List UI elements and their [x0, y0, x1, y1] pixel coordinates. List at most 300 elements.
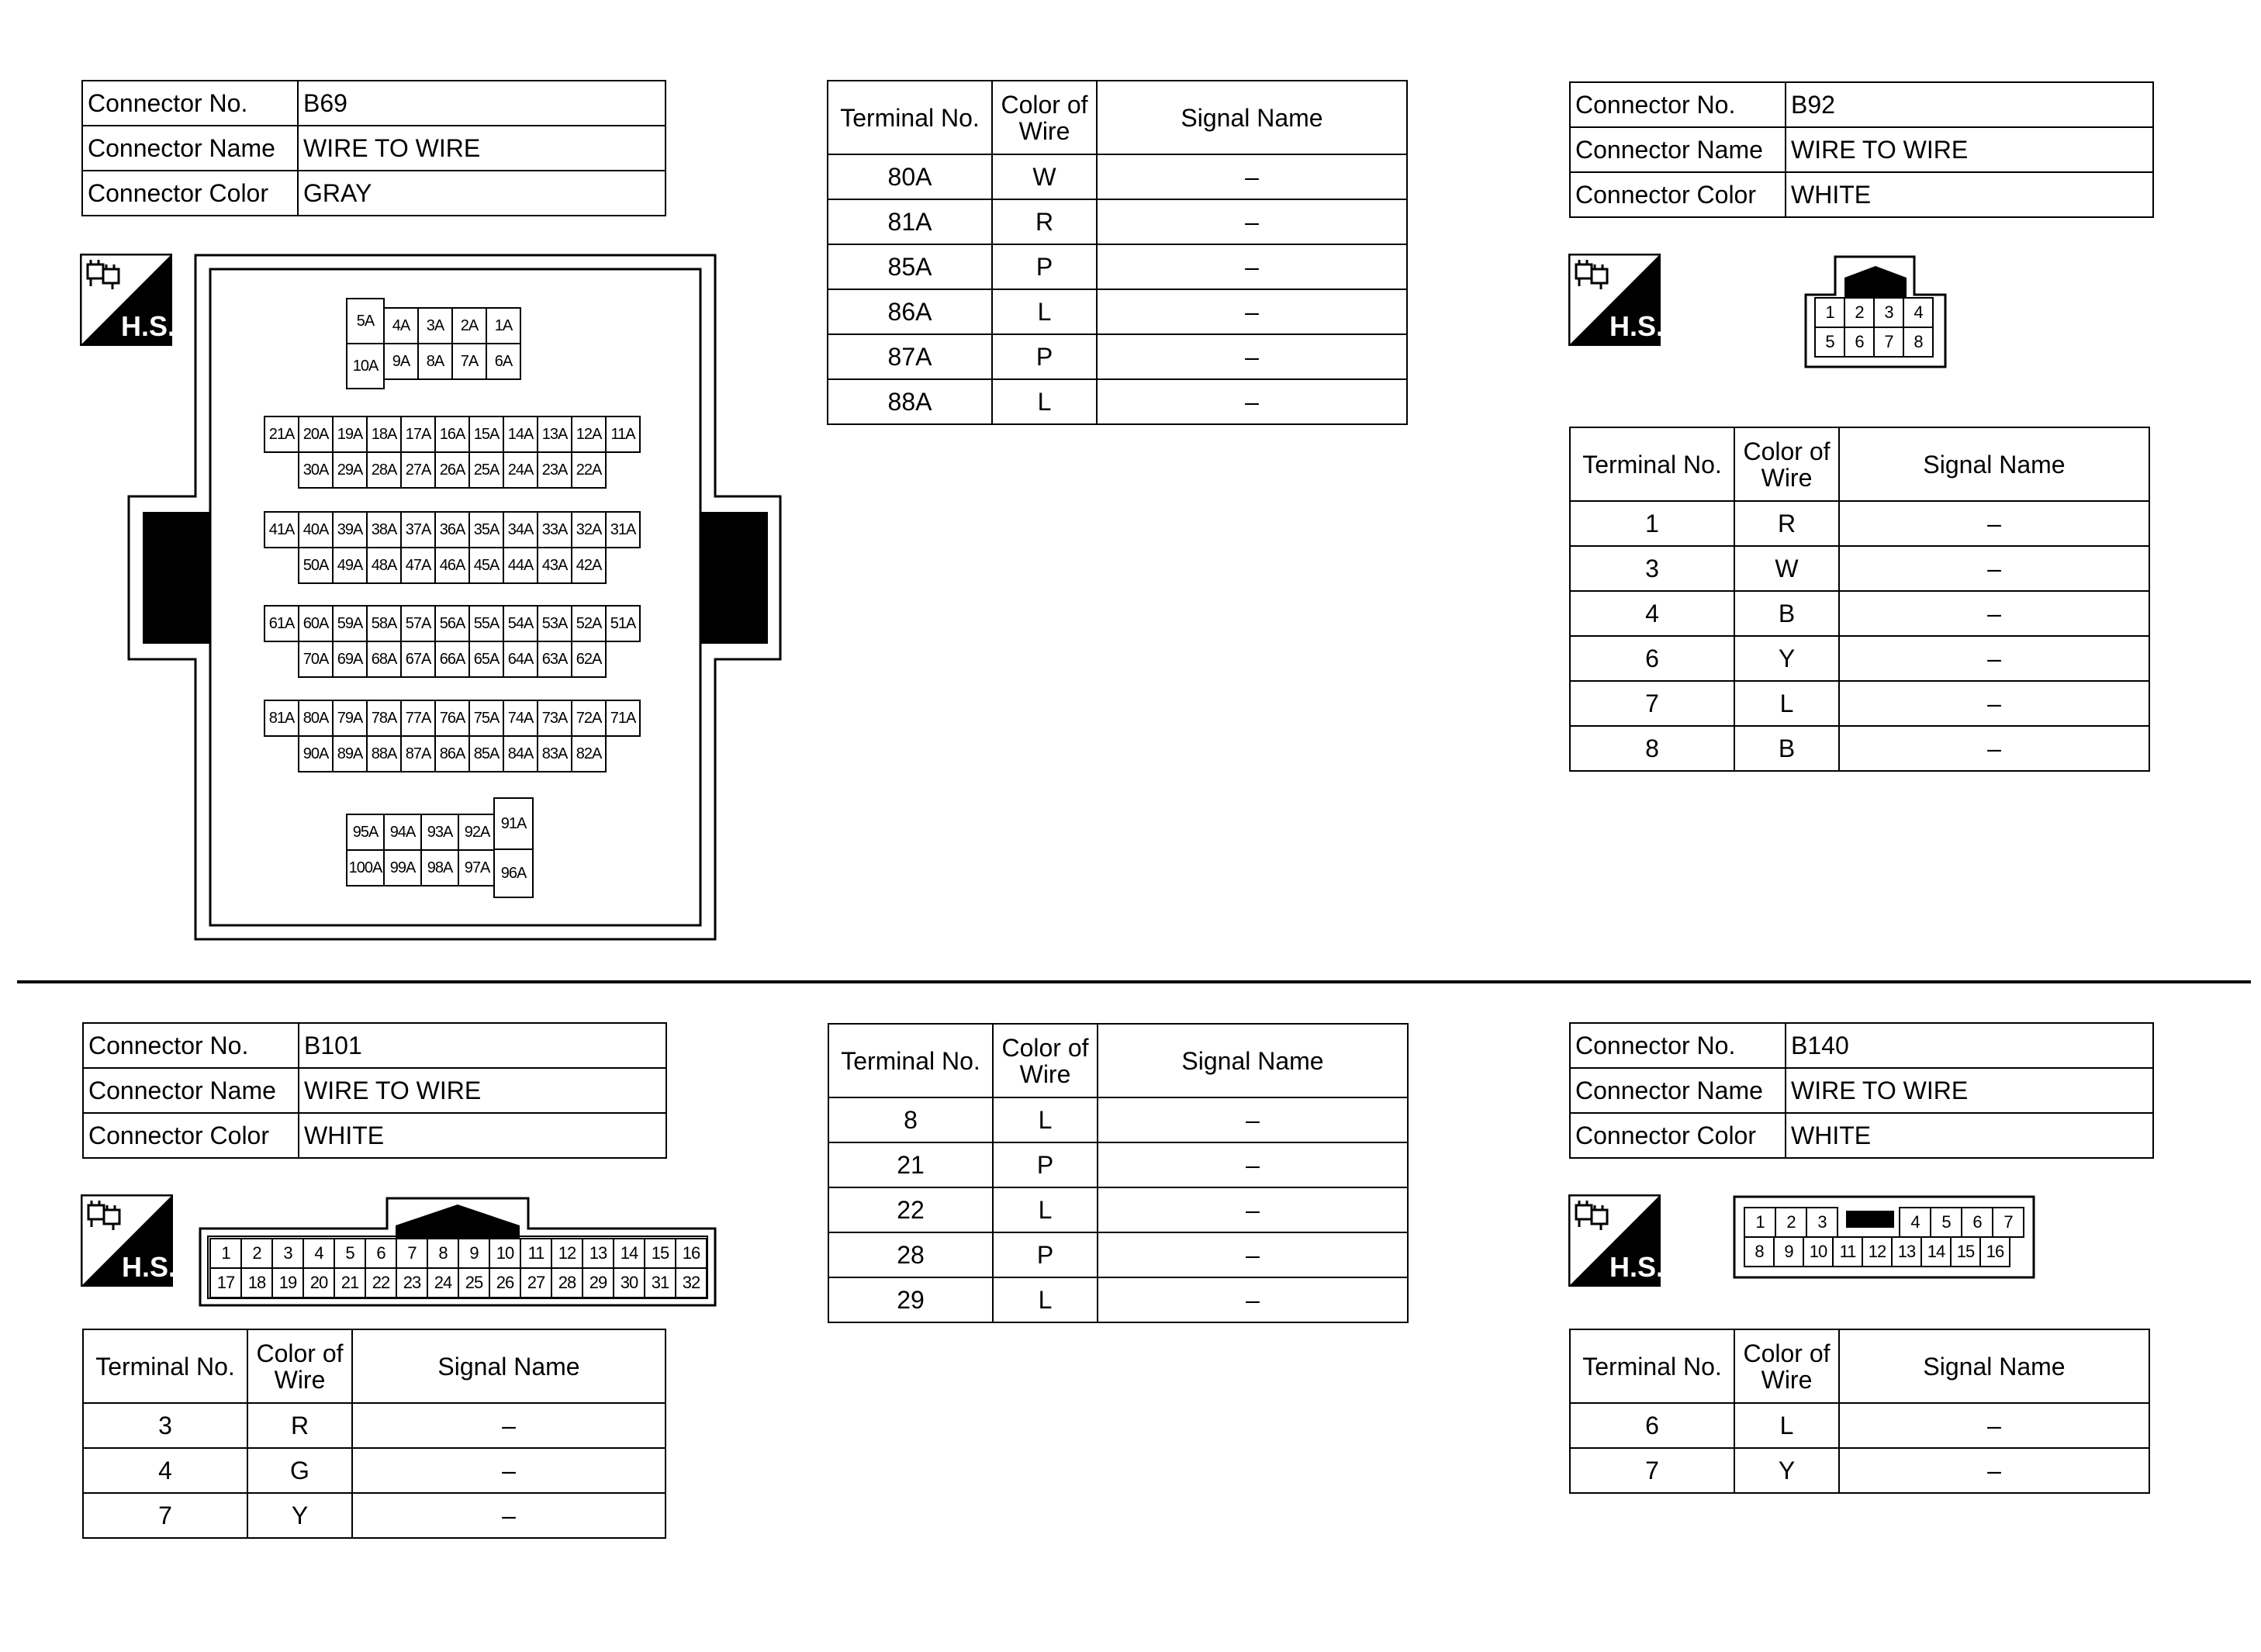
- pin-cell: 7: [396, 1238, 428, 1269]
- wire-color: Y: [1734, 1448, 1839, 1493]
- connector-color-value: WHITE: [299, 1113, 666, 1158]
- terminal-row: [828, 1187, 1408, 1232]
- connector-no-value: B92: [1786, 82, 2153, 127]
- pin-cell: 87A: [400, 735, 436, 772]
- pin-cell: 25A: [468, 451, 504, 489]
- pin-cell: 13A: [537, 416, 572, 453]
- wire-color: L: [993, 1187, 1098, 1232]
- pin-cell: 65A: [468, 641, 504, 678]
- terminal-number: 88A: [828, 379, 992, 424]
- pin-cell: 19: [271, 1267, 304, 1298]
- pin-cell: 3A: [417, 307, 453, 344]
- terminal-row: [828, 379, 1407, 424]
- pin-cell: 41A: [264, 511, 299, 548]
- color-of-wire-header: Color of Wire: [1734, 1329, 1839, 1403]
- pin-cell: 89A: [332, 735, 368, 772]
- pin-cell: 1: [1744, 1207, 1776, 1238]
- color-of-wire-header: Color of Wire: [992, 81, 1097, 154]
- terminal-number: 81A: [828, 199, 992, 244]
- pin-cell: 51A: [605, 605, 641, 642]
- pin-cell: 32: [675, 1267, 707, 1298]
- pin-cell: 10: [489, 1238, 521, 1269]
- pin-cell: 15: [644, 1238, 676, 1269]
- signal-name: –: [1098, 1097, 1408, 1142]
- connector-name-value: WIRE TO WIRE: [298, 126, 666, 171]
- connector-no-label: Connector No.: [1570, 82, 1786, 127]
- hs-icon: [1568, 254, 1661, 346]
- pin-cell: 9: [1773, 1236, 1804, 1267]
- terminal-number: 21: [828, 1142, 993, 1187]
- pin-cell: 7: [1873, 327, 1904, 358]
- pin-cell: 97A: [458, 849, 496, 886]
- hs-icon: [81, 1194, 173, 1287]
- pin-cell: 57A: [400, 605, 436, 642]
- terminal-row: [828, 244, 1407, 289]
- pin-cell: 37A: [400, 511, 436, 548]
- pin-cell: 44A: [503, 547, 538, 584]
- wire-color: L: [992, 289, 1097, 334]
- terminal-number: 22: [828, 1187, 993, 1232]
- signal-name: –: [352, 1403, 666, 1448]
- pin-cell: 8A: [417, 343, 453, 380]
- pin-cell: 95A: [346, 814, 385, 851]
- signal-name-header: Signal Name: [1839, 427, 2149, 501]
- wire-color: R: [1734, 501, 1839, 546]
- connector-no-value: B69: [298, 81, 666, 126]
- pin-cell: 94A: [383, 814, 422, 851]
- b140-terminal-table: [1569, 1329, 2150, 1494]
- connector-name-value: WIRE TO WIRE: [1786, 1068, 2153, 1113]
- signal-name: –: [352, 1448, 666, 1493]
- terminal-row: [1570, 501, 2149, 546]
- wire-color: B: [1734, 726, 1839, 771]
- pin-cell: 4: [303, 1238, 335, 1269]
- pin-cell: 96A: [493, 848, 534, 898]
- pin-cell: 20A: [298, 416, 334, 453]
- pin-cell: 88A: [366, 735, 402, 772]
- pin-cell: 2A: [451, 307, 487, 344]
- pin-cell: 1: [209, 1238, 242, 1269]
- pin-cell: 80A: [298, 700, 334, 737]
- terminal-row: [1570, 636, 2149, 681]
- pin-cell: 2: [1775, 1207, 1807, 1238]
- pin-cell: 99A: [383, 849, 422, 886]
- connector-no-value: B101: [299, 1023, 666, 1068]
- signal-name: –: [1097, 199, 1407, 244]
- connector-name-value: WIRE TO WIRE: [299, 1068, 666, 1113]
- signal-name-header: Signal Name: [1097, 81, 1407, 154]
- pin-cell: 45A: [468, 547, 504, 584]
- pin-cell: 6: [365, 1238, 397, 1269]
- terminal-number: 86A: [828, 289, 992, 334]
- b101-terminal-table-b: [82, 1329, 666, 1539]
- terminal-row: [83, 1403, 666, 1448]
- pin-cell: 86A: [434, 735, 470, 772]
- terminal-row: [1570, 726, 2149, 771]
- signal-name-header: Signal Name: [1098, 1024, 1408, 1097]
- pin-cell: 8: [427, 1238, 459, 1269]
- signal-name-header: Signal Name: [352, 1329, 666, 1403]
- hs-label: H.S.: [120, 310, 172, 342]
- pin-cell: 12: [551, 1238, 583, 1269]
- pin-cell: 27A: [400, 451, 436, 489]
- wire-color: P: [993, 1232, 1098, 1277]
- pin-cell: 100A: [346, 849, 385, 886]
- pin-cell: 30: [613, 1267, 645, 1298]
- terminal-number: 4: [83, 1448, 247, 1493]
- pin-cell: 29: [582, 1267, 614, 1298]
- pin-cell: 53A: [537, 605, 572, 642]
- pin-cell: 7A: [451, 343, 487, 380]
- connector-color-label: Connector Color: [83, 1113, 299, 1158]
- signal-name: –: [1098, 1142, 1408, 1187]
- pin-cell: 79A: [332, 700, 368, 737]
- terminal-no-header: Terminal No.: [828, 1024, 993, 1097]
- pin-cell: 10: [1803, 1236, 1834, 1267]
- terminal-number: 7: [1570, 681, 1734, 726]
- signal-name: –: [1097, 334, 1407, 379]
- connector-no-label: Connector No.: [83, 1023, 299, 1068]
- pin-cell: 24: [427, 1267, 459, 1298]
- pin-cell: 31A: [605, 511, 641, 548]
- signal-name: –: [1097, 379, 1407, 424]
- signal-name-header: Signal Name: [1839, 1329, 2149, 1403]
- pin-cell: 33A: [537, 511, 572, 548]
- pin-cell: 24A: [503, 451, 538, 489]
- pin-cell: 32A: [571, 511, 607, 548]
- terminal-row: [1570, 681, 2149, 726]
- connector-name-label: Connector Name: [82, 126, 298, 171]
- signal-name: –: [1098, 1232, 1408, 1277]
- connector-name-value: WIRE TO WIRE: [1786, 127, 2153, 172]
- wire-color: L: [992, 379, 1097, 424]
- pin-cell: 91A: [493, 797, 534, 850]
- pin-cell: 31: [644, 1267, 676, 1298]
- signal-name: –: [1097, 154, 1407, 199]
- terminal-row: [1570, 1448, 2149, 1493]
- section-divider: [17, 980, 2251, 983]
- pin-cell: 28: [551, 1267, 583, 1298]
- pin-cell: 76A: [434, 700, 470, 737]
- pin-cell: 30A: [298, 451, 334, 489]
- pin-cell: 9: [458, 1238, 490, 1269]
- pin-cell: 73A: [537, 700, 572, 737]
- pin-cell: 6: [1844, 327, 1875, 358]
- pin-cell: 46A: [434, 547, 470, 584]
- pin-cell: 14: [1920, 1236, 1952, 1267]
- terminal-no-header: Terminal No.: [83, 1329, 247, 1403]
- pin-cell: 3: [1873, 297, 1904, 328]
- connector-no-label: Connector No.: [82, 81, 298, 126]
- pin-cell: 74A: [503, 700, 538, 737]
- signal-name: –: [1839, 591, 2149, 636]
- hs-icon: [1568, 1194, 1661, 1287]
- pin-cell: 64A: [503, 641, 538, 678]
- connector-no-label: Connector No.: [1570, 1023, 1786, 1068]
- pin-cell: 1: [1814, 297, 1845, 328]
- pin-cell: 5: [1930, 1207, 1962, 1238]
- pin-cell: 40A: [298, 511, 334, 548]
- signal-name: –: [1097, 244, 1407, 289]
- b101-terminal-table-a: [828, 1023, 1409, 1323]
- terminal-number: 1: [1570, 501, 1734, 546]
- pin-cell: 72A: [571, 700, 607, 737]
- pin-cell: 20: [303, 1267, 335, 1298]
- pin-cell: 84A: [503, 735, 538, 772]
- terminal-number: 87A: [828, 334, 992, 379]
- terminal-number: 28: [828, 1232, 993, 1277]
- pin-cell: 2: [240, 1238, 273, 1269]
- wire-color: Y: [1734, 636, 1839, 681]
- pin-cell: 11: [520, 1238, 552, 1269]
- signal-name: –: [1098, 1277, 1408, 1322]
- pin-cell: 16A: [434, 416, 470, 453]
- pin-cell: 70A: [298, 641, 334, 678]
- color-of-wire-header: Color of Wire: [1734, 427, 1839, 501]
- pin-cell: 21A: [264, 416, 299, 453]
- pin-cell: 13: [582, 1238, 614, 1269]
- pin-cell: 54A: [503, 605, 538, 642]
- terminal-number: 6: [1570, 1403, 1734, 1448]
- b101-info-table: [82, 1022, 667, 1159]
- terminal-number: 4: [1570, 591, 1734, 636]
- wire-color: W: [992, 154, 1097, 199]
- pin-cell: 25: [458, 1267, 490, 1298]
- pin-cell: 49A: [332, 547, 368, 584]
- terminal-row: [83, 1448, 666, 1493]
- pin-cell: 3: [271, 1238, 304, 1269]
- connector-name-label: Connector Name: [1570, 127, 1786, 172]
- hs-label: H.S.: [1609, 1251, 1661, 1283]
- pin-cell: 62A: [571, 641, 607, 678]
- wire-color: P: [992, 334, 1097, 379]
- pin-cell: 26A: [434, 451, 470, 489]
- terminal-number: 6: [1570, 636, 1734, 681]
- pin-cell: 4: [1903, 297, 1934, 328]
- connector-name-label: Connector Name: [1570, 1068, 1786, 1113]
- pin-cell: 77A: [400, 700, 436, 737]
- terminal-number: 3: [83, 1403, 247, 1448]
- pin-cell: 11A: [605, 416, 641, 453]
- terminal-number: 8: [1570, 726, 1734, 771]
- wire-color: L: [993, 1097, 1098, 1142]
- pin-cell: 92A: [458, 814, 496, 851]
- connector-color-label: Connector Color: [1570, 172, 1786, 217]
- terminal-number: 7: [1570, 1448, 1734, 1493]
- pin-cell: 21: [334, 1267, 366, 1298]
- terminal-number: 3: [1570, 546, 1734, 591]
- signal-name: –: [352, 1493, 666, 1538]
- pin-cell: 67A: [400, 641, 436, 678]
- connector-color-value: WHITE: [1786, 172, 2153, 217]
- pin-cell: 28A: [366, 451, 402, 489]
- pin-cell: 68A: [366, 641, 402, 678]
- pin-cell: 35A: [468, 511, 504, 548]
- pin-cell: 13: [1891, 1236, 1922, 1267]
- pin-cell: 3: [1806, 1207, 1838, 1238]
- terminal-row: [828, 289, 1407, 334]
- pin-cell: 6A: [486, 343, 521, 380]
- terminal-row: [1570, 546, 2149, 591]
- wire-color: P: [992, 244, 1097, 289]
- terminal-number: 85A: [828, 244, 992, 289]
- hs-label: H.S.: [121, 1251, 173, 1283]
- pin-cell: 12A: [571, 416, 607, 453]
- wire-color: W: [1734, 546, 1839, 591]
- pin-cell: 5: [1814, 327, 1845, 358]
- pin-cell: 63A: [537, 641, 572, 678]
- pin-cell: 42A: [571, 547, 607, 584]
- terminal-row: [828, 199, 1407, 244]
- pin-cell: 59A: [332, 605, 368, 642]
- pin-cell: 14A: [503, 416, 538, 453]
- pin-cell: 43A: [537, 547, 572, 584]
- wire-color: B: [1734, 591, 1839, 636]
- pin-cell: 50A: [298, 547, 334, 584]
- signal-name: –: [1839, 636, 2149, 681]
- pin-cell: 16: [675, 1238, 707, 1269]
- pin-cell: 7: [1992, 1207, 2024, 1238]
- pin-cell: 17: [209, 1267, 242, 1298]
- terminal-number: 80A: [828, 154, 992, 199]
- terminal-row: [83, 1493, 666, 1538]
- pin-cell: 9A: [383, 343, 419, 380]
- terminal-no-header: Terminal No.: [828, 81, 992, 154]
- terminal-number: 29: [828, 1277, 993, 1322]
- pin-cell: 27: [520, 1267, 552, 1298]
- terminal-row: [828, 334, 1407, 379]
- pin-cell: 4A: [383, 307, 419, 344]
- pin-cell: 82A: [571, 735, 607, 772]
- pin-cell: 23A: [537, 451, 572, 489]
- color-of-wire-header: Color of Wire: [247, 1329, 352, 1403]
- pin-cell: 17A: [400, 416, 436, 453]
- pin-cell: 18A: [366, 416, 402, 453]
- connector-color-label: Connector Color: [1570, 1113, 1786, 1158]
- pin-cell: 47A: [400, 547, 436, 584]
- connector-no-value: B140: [1786, 1023, 2153, 1068]
- pin-cell: 2: [1844, 297, 1875, 328]
- pin-cell: 58A: [366, 605, 402, 642]
- pin-cell: 14: [613, 1238, 645, 1269]
- pin-cell: 55A: [468, 605, 504, 642]
- pin-cell: 5A: [346, 298, 385, 344]
- color-of-wire-header: Color of Wire: [993, 1024, 1098, 1097]
- pin-cell: 69A: [332, 641, 368, 678]
- pin-cell: 19A: [332, 416, 368, 453]
- pin-cell: 22: [365, 1267, 397, 1298]
- pin-cell: 83A: [537, 735, 572, 772]
- pin-cell: 4: [1899, 1207, 1931, 1238]
- b92-terminal-table: [1569, 427, 2150, 772]
- terminal-row: [1570, 1403, 2149, 1448]
- pin-cell: 52A: [571, 605, 607, 642]
- pin-cell: 98A: [420, 849, 459, 886]
- pin-cell: 78A: [366, 700, 402, 737]
- pin-cell: 48A: [366, 547, 402, 584]
- terminal-number: 7: [83, 1493, 247, 1538]
- pin-cell: 29A: [332, 451, 368, 489]
- pin-cell: 15A: [468, 416, 504, 453]
- b92-info-table: [1569, 81, 2154, 218]
- signal-name: –: [1098, 1187, 1408, 1232]
- wire-color: L: [1734, 1403, 1839, 1448]
- pin-cell: 90A: [298, 735, 334, 772]
- terminal-row: [828, 1232, 1408, 1277]
- pin-cell: 85A: [468, 735, 504, 772]
- pin-cell: 39A: [332, 511, 368, 548]
- pin-cell: 8: [1744, 1236, 1775, 1267]
- pin-cell: 66A: [434, 641, 470, 678]
- wire-color: L: [1734, 681, 1839, 726]
- pin-cell: 5: [334, 1238, 366, 1269]
- connector-name-label: Connector Name: [83, 1068, 299, 1113]
- wire-color: R: [992, 199, 1097, 244]
- b140-info-table: [1569, 1022, 2154, 1159]
- pin-cell: 38A: [366, 511, 402, 548]
- pin-cell: 18: [240, 1267, 273, 1298]
- wire-color: L: [993, 1277, 1098, 1322]
- signal-name: –: [1839, 1403, 2149, 1448]
- wire-color: Y: [247, 1493, 352, 1538]
- pin-cell: 26: [489, 1267, 521, 1298]
- signal-name: –: [1839, 1448, 2149, 1493]
- pin-cell: 36A: [434, 511, 470, 548]
- terminal-row: [828, 1142, 1408, 1187]
- pin-cell: 8: [1903, 327, 1934, 358]
- pin-cell: 10A: [346, 343, 385, 389]
- pin-cell: 23: [396, 1267, 428, 1298]
- pin-cell: 81A: [264, 700, 299, 737]
- pin-cell: 34A: [503, 511, 538, 548]
- pin-cell: 12: [1862, 1236, 1893, 1267]
- signal-name: –: [1839, 726, 2149, 771]
- wire-color: P: [993, 1142, 1098, 1187]
- hs-label: H.S.: [1609, 310, 1661, 342]
- connector-color-value: WHITE: [1786, 1113, 2153, 1158]
- pin-cell: 22A: [571, 451, 607, 489]
- signal-name: –: [1839, 546, 2149, 591]
- wire-color: G: [247, 1448, 352, 1493]
- connector-color-label: Connector Color: [82, 171, 298, 216]
- pin-cell: 71A: [605, 700, 641, 737]
- pin-cell: 75A: [468, 700, 504, 737]
- terminal-row: [828, 1097, 1408, 1142]
- terminal-no-header: Terminal No.: [1570, 1329, 1734, 1403]
- connector-color-value: GRAY: [298, 171, 666, 216]
- b69-terminal-table: [827, 80, 1408, 425]
- terminal-number: 8: [828, 1097, 993, 1142]
- b69-info-table: [81, 80, 666, 216]
- terminal-row: [828, 1277, 1408, 1322]
- terminal-row: [828, 154, 1407, 199]
- terminal-no-header: Terminal No.: [1570, 427, 1734, 501]
- terminal-row: [1570, 591, 2149, 636]
- signal-name: –: [1097, 289, 1407, 334]
- pin-cell: 1A: [486, 307, 521, 344]
- pin-cell: 6: [1961, 1207, 1993, 1238]
- pin-cell: 11: [1832, 1236, 1863, 1267]
- pin-cell: 60A: [298, 605, 334, 642]
- pin-cell: 93A: [420, 814, 459, 851]
- signal-name: –: [1839, 681, 2149, 726]
- signal-name: –: [1839, 501, 2149, 546]
- pin-cell: 56A: [434, 605, 470, 642]
- pin-cell: 15: [1950, 1236, 1981, 1267]
- pin-cell: 61A: [264, 605, 299, 642]
- pin-cell: 16: [1979, 1236, 2010, 1267]
- wire-color: R: [247, 1403, 352, 1448]
